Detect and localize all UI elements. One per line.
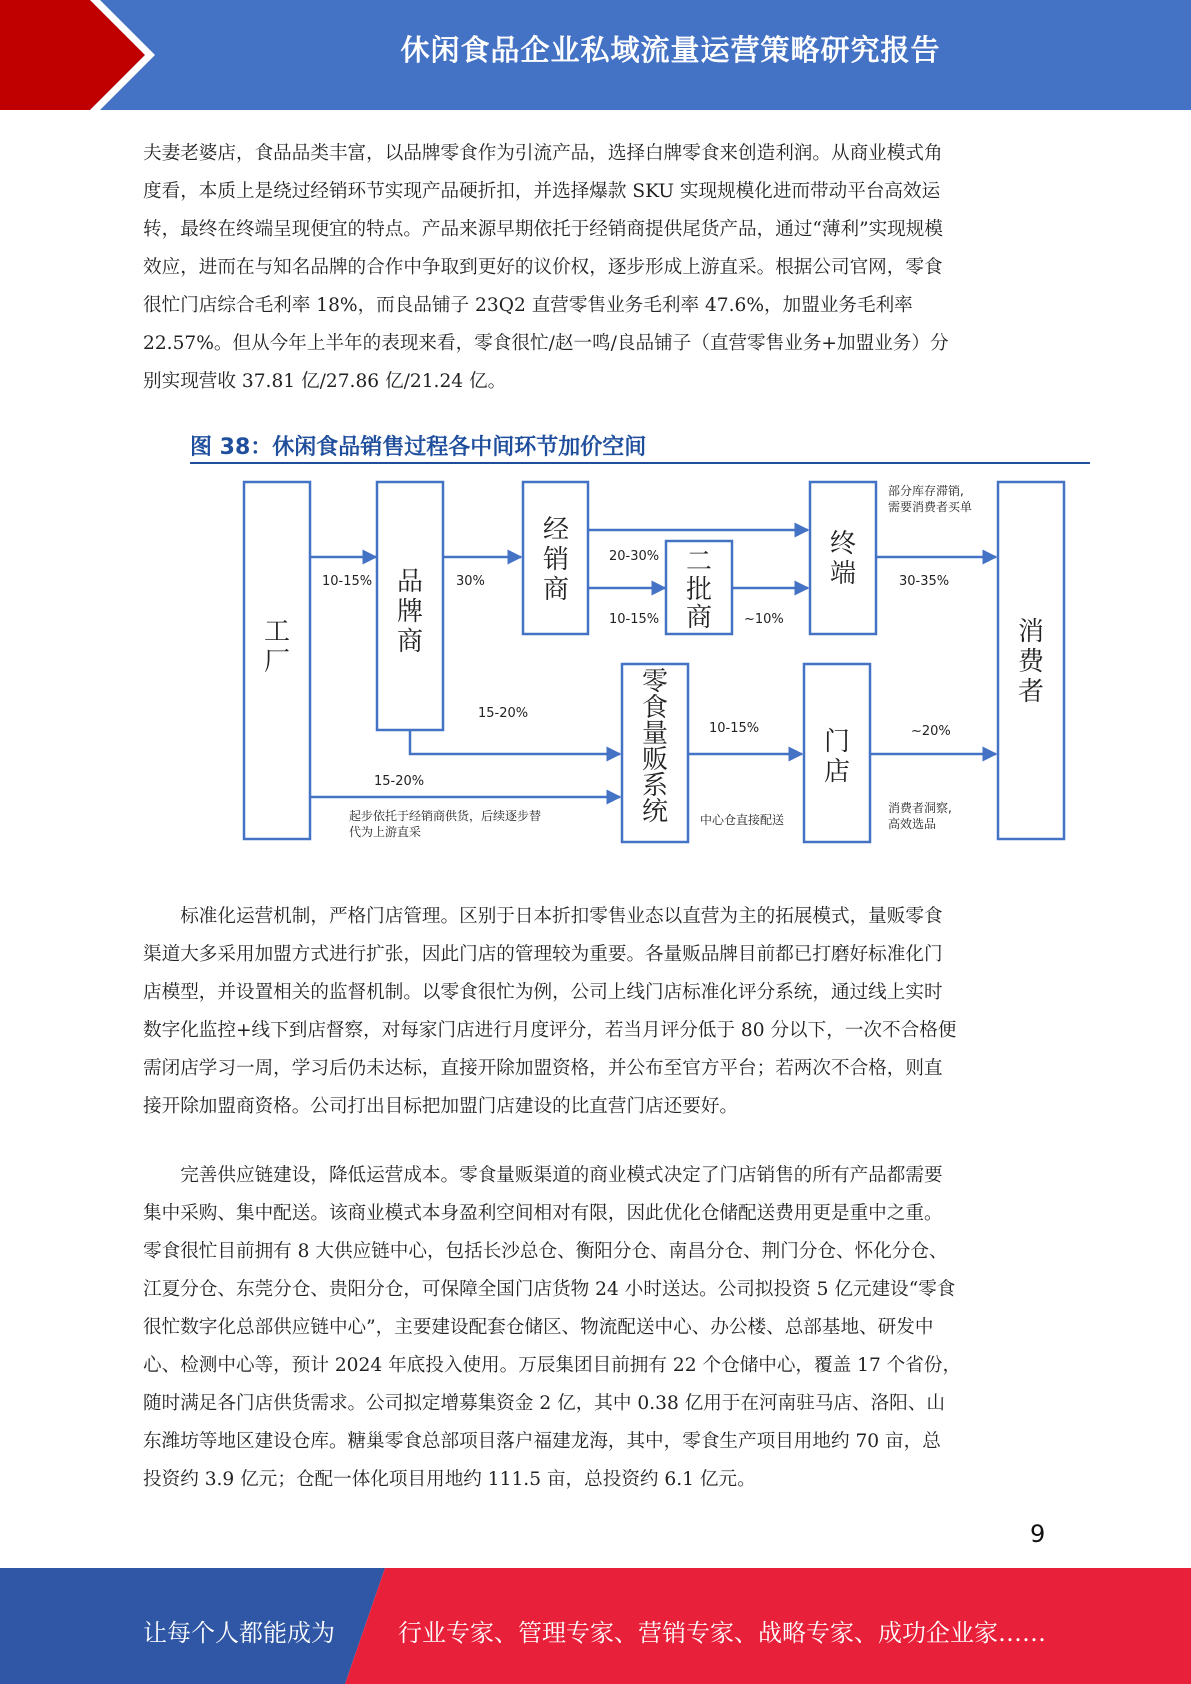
text-line: 心、检测中心等，预计 2024 年底投入使用。万辰集团目前拥有 22 个仓储中心，覆盖 17 个省份， [143,1355,962,1376]
label-store-consumer: ~20% [911,724,951,739]
text-line: 接开除加盟商资格。公司打出目标把加盟门店建设的比直营门店还要好。 [143,1096,739,1117]
report-title: 休闲食品企业私域流量运营策略研究报告 [400,33,941,67]
node-label-consumer: 消费者 [1017,617,1045,707]
text-line: 很忙数字化总部供应链中心”，主要建设配套仓储区、物流配送中心、办公楼、总部基地、研发中 [143,1317,934,1338]
text-line: 度看，本质上是绕过经销环节实现产品硬折扣，并选择爆款 SKU 实现规模化进而带动平台高效运 [143,181,941,202]
node-label-bulk-snack: 零食量贩系统 [641,667,669,827]
text-line: 别实现营收 37.81 亿/27.86 亿/21.24 亿。 [143,371,507,392]
node-label-terminal: 终端 [829,529,857,589]
text-line: 标准化运营机制，严格门店管理。区别于日本折扣零售业态以直营为主的拓展模式，量贩零食 [180,906,943,927]
text-line: 夫妻老婆店，食品品类丰富，以品牌零食作为引流产品，选择白牌零食来创造利润。从商业模式角 [143,143,943,164]
arrow-brand-bulk [410,730,620,754]
text-line: 投资约 3.9 亿元；仓配一体化项目用地约 111.5 亩，总投资约 6.1 亿元。 [143,1469,756,1490]
text-line: 随时满足各门店供货需求。公司拟定增募集资金 2 亿，其中 0.38 亿用于在河南驻马店、洛阳、山 [143,1393,946,1414]
text-line: 需闭店学习一周，学习后仍未达标，直接开除加盟资格，并公布至官方平台；若两次不合格，则直 [143,1058,943,1079]
label-brand-bulk: 15-20% [478,706,529,721]
paragraph-standardized-operations [143,898,1048,1126]
label-brand-distributor: 30% [456,574,485,589]
node-label-brand: 品牌商 [396,567,424,657]
text-line: 集中采购、集中配送。该商业模式本身盈利空间相对有限，因此优化仓储配送费用更是重中之重。 [143,1203,943,1224]
text-line: 江夏分仓、东莞分仓、贵阳分仓，可保障全国门店货物 24 小时送达。公司拟投资 5 亿元建设“零食 [143,1279,956,1300]
note-factory-2: 代为上游直采 [349,825,422,839]
figure-title: 图 38：休闲食品销售过程各中间环节加价空间 [190,435,647,460]
label-distributor-second-low: 10-15% [609,612,660,627]
label-terminal-consumer: 30-35% [899,574,950,589]
text-line: 完善供应链建设，降低运营成本。零食量贩渠道的商业模式决定了门店销售的所有产品都需要 [180,1165,943,1186]
footer-slogan-right: 行业专家、管理专家、营销专家、战略专家、成功企业家…… [398,1619,1046,1647]
text-line: 东潍坊等地区建设仓库。糖巢零食总部项目落户福建龙海，其中，零食生产项目用地约 70 亩，总 [143,1431,941,1452]
note-consumer-2: 高效选品 [888,817,937,831]
node-label-store: 门店 [823,727,851,787]
node-label-distributor: 经销商 [542,515,570,605]
label-bulk-store: 10-15% [709,721,760,736]
label-factory-brand: 10-15% [322,574,373,589]
paragraph-supply-chain [143,1157,1048,1499]
text-line: 零食很忙目前拥有 8 大供应链中心，包括长沙总仓、衡阳分仓、南昌分仓、荆门分仓、怀化分仓、 [143,1241,948,1262]
note-terminal-2: 需要消费者买单 [888,500,973,514]
label-distributor-second: 20-30% [609,549,660,564]
page-number: 9 [1030,1520,1046,1548]
text-line: 效应，进而在与知名品牌的合作中争取到更好的议价权，逐步形成上游直采。根据公司官网，零食 [143,257,943,278]
text-line: 渠道大多采用加盟方式进行扩张，因此门店的管理较为重要。各量贩品牌目前都已打磨好标准化门 [143,944,943,965]
text-line: 很忙门店综合毛利率 18%，而良品铺子 23Q2 直营零售业务毛利率 47.6%，加盟业务毛利率 [143,295,913,316]
label-second-terminal: ~10% [744,612,784,627]
note-consumer-1: 消费者洞察, [888,801,952,815]
node-label-second-wholesale: 二批商 [685,547,713,633]
note-terminal-1: 部分库存滞销, [888,484,964,498]
note-central-warehouse: 中心仓直接配送 [700,813,785,827]
note-factory-1: 起步依托于经销商供货，后续逐步替 [349,809,542,823]
text-line: 数字化监控+线下到店督察，对每家门店进行月度评分，若当月评分低于 80 分以下，一次不合格便 [143,1020,957,1041]
text-line: 转，最终在终端呈现便宜的特点。产品来源早期依托于经销商提供尾货产品，通过“薄利”实现规模 [143,219,943,240]
text-line: 店模型，并设置相关的监督机制。以零食很忙为例，公司上线门店标准化评分系统，通过线上实时 [143,982,943,1003]
label-factory-bulk: 15-20% [374,774,425,789]
text-line: 22.57%。但从今年上半年的表现来看，零食很忙/赵一鸣/良品铺子（直营零售业务+加盟业务）分 [143,333,949,354]
node-label-factory: 工厂 [263,617,291,677]
footer-slogan-left: 让每个人都能成为 [143,1619,335,1647]
